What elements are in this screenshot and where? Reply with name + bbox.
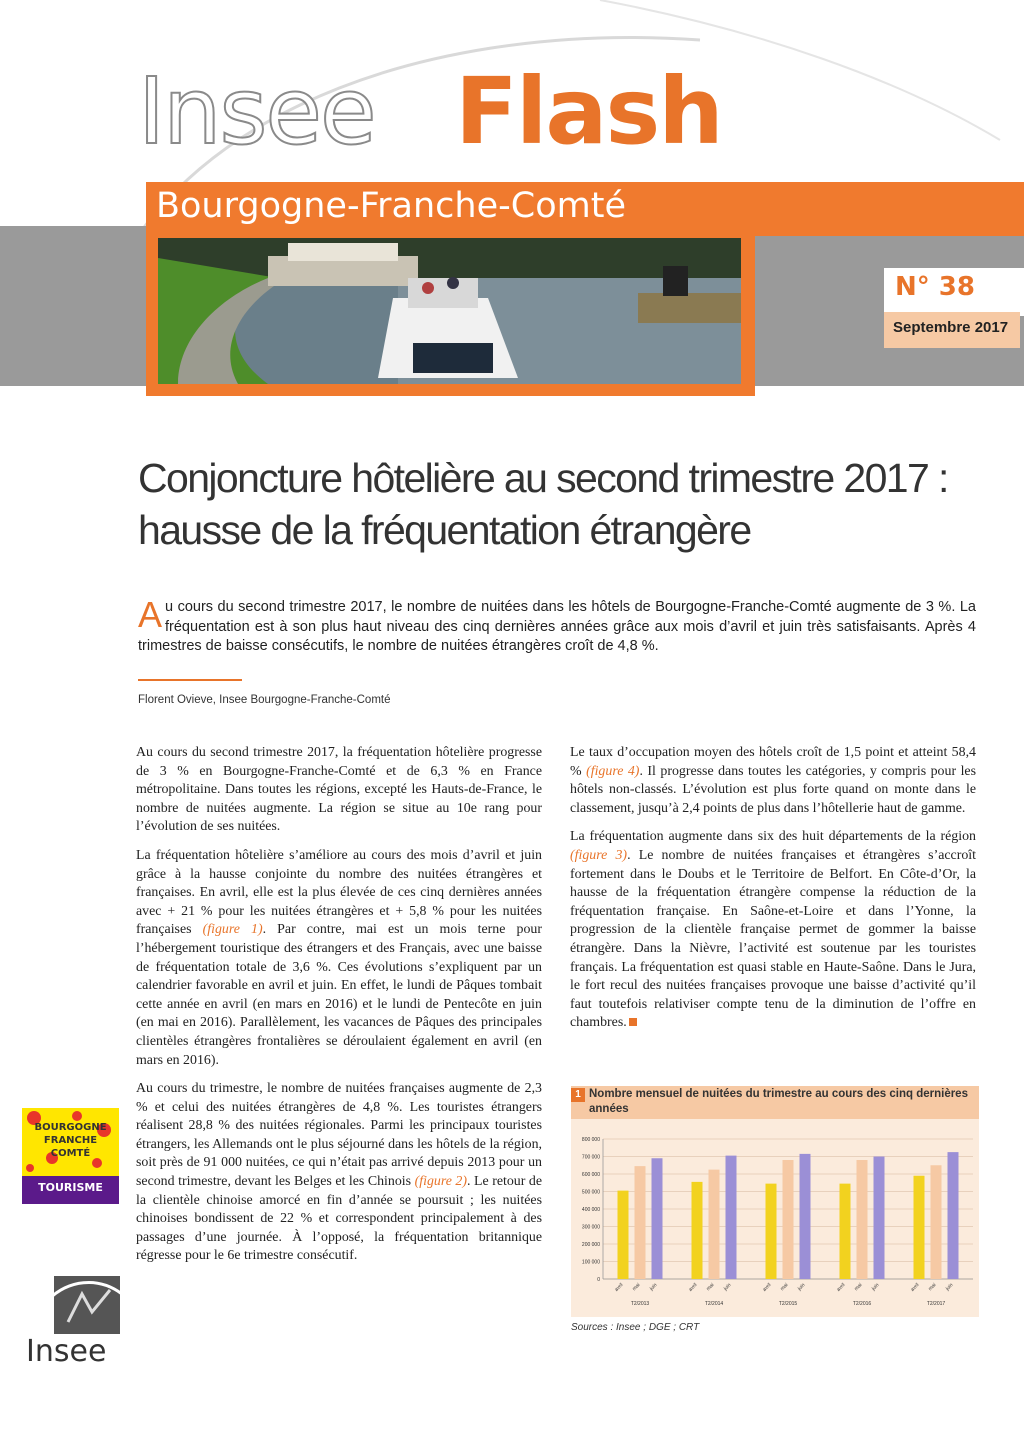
- lead-underline: [138, 679, 242, 681]
- group-label: T2/2013: [630, 1301, 650, 1307]
- y-tick-label: 0: [597, 1277, 600, 1283]
- insee-logo-mark: [48, 1272, 122, 1336]
- bar: [948, 1152, 959, 1279]
- y-tick-label: 800 000: [581, 1137, 600, 1143]
- bar: [914, 1176, 925, 1279]
- tourism-logo-word: TOURISME: [38, 1181, 103, 1194]
- right-para-1-text-b: . Il progresse dans toutes les catégories, y compris pour les hôtels non-classés. L’évolution est plus forte quand on monte dans le classement, jusqu’à 2,4 points de plus dans l’hôtellerie haut de gamme.: [570, 763, 976, 816]
- x-tick-label: juin: [870, 1282, 881, 1292]
- figure-4-link[interactable]: (figure 4): [586, 763, 640, 779]
- canal-photo: [158, 238, 741, 384]
- article-title: [138, 452, 958, 556]
- bar: [840, 1184, 851, 1279]
- left-para-3-text-a: Au cours du trimestre, le nombre de nuitées françaises augmente de 2,3 % et celui des nuitées étrangères de 4,8 %. Les touristes étrangers réalisent 28,8 % des nuitées régionales. Parmi les principaux touristes étrangers, les Allemands ont le plus séjourné dans les hôtels de la région, soit près de 91 000 nuitées, ce qui n’était pas arrivé depuis 2013 pour un second trimestre, devant les Belges et les Chinois: [136, 1081, 542, 1190]
- y-tick-label: 500 000: [581, 1189, 600, 1196]
- bar: [931, 1165, 942, 1279]
- tourism-logo-line-2: FRANCHE: [43, 1135, 98, 1146]
- bar: [709, 1170, 720, 1279]
- lead-text: u cours du second trimestre 2017, le nombre de nuitées dans les hôtels de Bourgogne-Franche-Comté augmente de 3 %. La fréquentation est à son plus haut niveau des cinq dernières années grâce aux mois d’avril et juin très satisfaisants. Après 4 trimestres de baisse consécutifs, le nombre de nuitées étrangères croît de 4,8 %.: [138, 599, 976, 655]
- x-tick-label: juin: [944, 1282, 955, 1292]
- x-tick-label: avril: [687, 1282, 699, 1293]
- y-tick-label: 100 000: [581, 1259, 600, 1266]
- y-tick-label: 200 000: [581, 1242, 600, 1248]
- left-para-3-text-b: . Le retour de la clientèle chinoise amorcé en fin d’année se poursuit ; les nuitées chinoises bondissent de 22 % et correspondent principalement à des passages d’une journée. À l’opposé, la fréquentation britannique régresse pour le 6e trimestre consécutif.: [136, 1174, 543, 1264]
- lead-dropcap: A: [138, 594, 163, 635]
- right-para-1-text-a: Le taux d’occupation moyen des hôtels croît de 1,5 point et atteint 58,4 %: [570, 745, 976, 779]
- bar: [618, 1191, 629, 1279]
- x-tick-label: juin: [722, 1282, 733, 1292]
- tourism-logo-line-3: COMTÉ: [50, 1148, 91, 1159]
- y-tick-label: 300 000: [581, 1224, 600, 1231]
- group-label: T2/2017: [926, 1301, 946, 1307]
- x-tick-label: juin: [796, 1282, 807, 1292]
- x-tick-label: avril: [835, 1282, 847, 1293]
- left-column: [136, 744, 542, 1276]
- bar: [635, 1166, 646, 1279]
- bar: [874, 1157, 885, 1280]
- issue-number: N° 38: [895, 272, 975, 302]
- right-column: [570, 744, 976, 1043]
- right-para-2-text-a: La fréquentation augmente dans six des huit départements de la région: [570, 829, 976, 845]
- tourism-logo-line-1: BOURGOGNE: [34, 1122, 107, 1133]
- left-para-3: [136, 1080, 542, 1266]
- brand-flash: Flash: [455, 58, 722, 165]
- x-tick-label: mai: [927, 1282, 938, 1293]
- left-para-2: [136, 847, 542, 1070]
- left-para-2-text-a: La fréquentation hôtelière s’améliore au cours des mois d’avril et juin grâce à la hausse conjointe du nombre des nuitées étrangères et françaises. En avril, elle est la plus élevée de ces cinq dernières années avec + 21 % pour les nuitées étrangères et + 5,8 % pour les nuitées françaises: [136, 847, 542, 938]
- chart-area: [571, 1119, 979, 1317]
- group-label: T2/2015: [778, 1301, 798, 1307]
- region-name: Bourgogne-Franche-Comté: [156, 186, 626, 226]
- x-tick-label: avril: [909, 1282, 921, 1293]
- x-tick-label: juin: [648, 1282, 659, 1292]
- bar: [726, 1156, 737, 1279]
- bar: [783, 1160, 794, 1279]
- bar: [652, 1158, 663, 1279]
- left-para-2-text-b: . Par contre, mai est un mois terne pour l’hébergement touristique des étrangers et des Français, avec une baisse de fréquentation totale de 3,6 %. Ces évolutions s’expliquent par un calendrier favorable en avril et juin. En effet, le lundi de Pâques tombait cette année en avril (en mars en 2016) et le lundi de Pentecôte en juin (en mai en 2016). Parallèlement, les vacances de Pâques des principales clientèles étrangères frontalières se déroulaient également en avril (en mars en 2016).: [136, 922, 542, 1068]
- author-line: Florent Ovieve, Insee Bourgogne-Franche-Comté: [138, 694, 391, 706]
- x-tick-label: mai: [705, 1282, 716, 1293]
- figure-source: Sources : Insee ; DGE ; CRT: [571, 1322, 700, 1333]
- title-line-1: Conjoncture hôtelière au second trimestre 2017 :: [138, 455, 948, 501]
- x-tick-label: mai: [853, 1282, 864, 1293]
- bar: [692, 1182, 703, 1279]
- x-tick-label: mai: [779, 1282, 790, 1293]
- brand-insee: Insee: [138, 58, 375, 165]
- right-para-2: [570, 828, 976, 1033]
- bar: [857, 1160, 868, 1279]
- group-label: T2/2016: [852, 1301, 872, 1307]
- end-square-icon: [629, 1018, 637, 1026]
- x-tick-label: avril: [613, 1282, 625, 1293]
- right-para-1: [570, 744, 976, 818]
- issue-date: Septembre 2017: [893, 319, 1009, 336]
- x-tick-label: avril: [761, 1282, 773, 1293]
- header-gray-band-left: [0, 226, 146, 386]
- group-label: T2/2014: [704, 1301, 724, 1307]
- left-para-1: Au cours du second trimestre 2017, la fréquentation hôtelière progresse de 3 % en Bourgogne-Franche-Comté et de 6,3 % en France métropolitaine. Dans toutes les régions, excepté les Hauts-de-France, le nombre de nuitées augmente. La région se situe au 10e rang pour l’évolution de ses nuitées.: [136, 745, 542, 835]
- lead-paragraph: [138, 594, 976, 657]
- tourism-logo: [22, 1108, 119, 1176]
- figure-3-link[interactable]: (figure 3): [570, 847, 628, 863]
- y-tick-label: 700 000: [581, 1154, 600, 1161]
- figure-2-link[interactable]: (figure 2): [414, 1174, 468, 1190]
- figure-title: Nombre mensuel de nuitées du trimestre au cours des cinq dernières années: [589, 1088, 968, 1115]
- bar: [766, 1184, 777, 1279]
- insee-logo-text: Insee: [26, 1334, 107, 1369]
- figure-1-link[interactable]: (figure 1): [202, 922, 263, 938]
- bar: [800, 1154, 811, 1279]
- figure-number: 1: [571, 1088, 585, 1102]
- y-tick-label: 400 000: [581, 1207, 600, 1213]
- y-tick-label: 600 000: [581, 1172, 600, 1178]
- bar-chart: [571, 1119, 979, 1317]
- right-para-2-text-b: . Le nombre de nuitées françaises et étrangères s’accroît fortement dans le Doubs et le Territoire de Belfort. En Côte-d’Or, la hausse de la fréquentation étrangère compense la réduction de la fréquentation française. En Saône-et-Loire et dans l’Yonne, la progression de la clientèle française permet de gommer la baisse étrangère. Dans la Nièvre, l’activité est soutenue par les touristes français. La fréquentation est quasi stable en Haute-Saône. Dans le Jura, le fort recul des nuitées françaises provoque une baisse d’activité qu’il faut toutefois relativiser compte tenu de la diminution de l’offre en chambres.: [570, 847, 977, 1031]
- title-line-2: hausse de la fréquentation étrangère: [138, 507, 751, 553]
- x-tick-label: mai: [631, 1282, 642, 1293]
